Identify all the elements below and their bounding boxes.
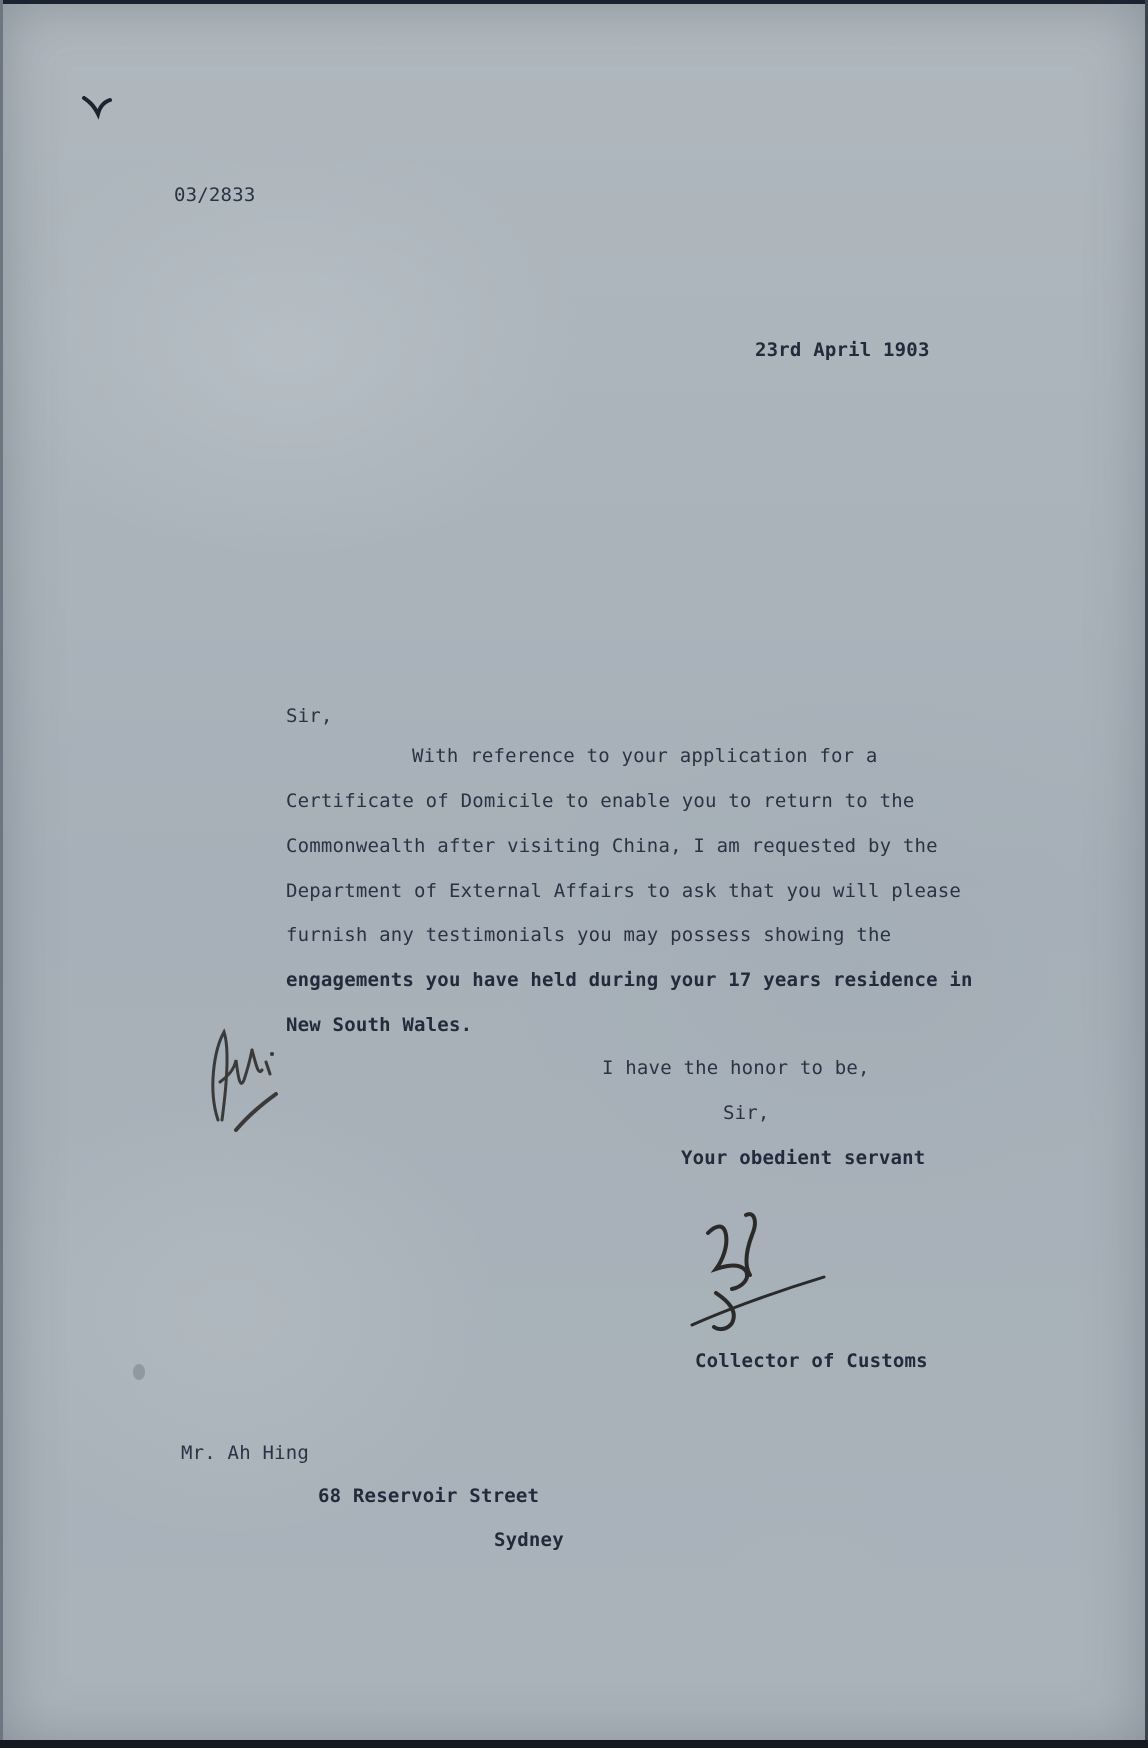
body-line-7: New South Wales.	[286, 1014, 473, 1036]
body-line-4: Department of External Affairs to ask that you will please	[286, 880, 962, 902]
paper-stain	[133, 1364, 145, 1380]
handwritten-signature	[688, 1205, 828, 1335]
address-city: Sydney	[494, 1529, 564, 1551]
page-edge-top	[0, 0, 1148, 4]
reference-number: 03/2833	[174, 184, 256, 206]
closing-line-3: Your obedient servant	[681, 1147, 926, 1169]
closing-line-1: I have the honor to be,	[602, 1057, 870, 1079]
page-edge-bottom	[0, 1740, 1148, 1748]
closing-line-2: Sir,	[723, 1102, 770, 1124]
address-name: Mr. Ah Hing	[181, 1442, 310, 1464]
body-line-5: furnish any testimonials you may possess showing the	[286, 924, 892, 946]
body-line-1: With reference to your application for a	[412, 745, 878, 767]
body-line-2: Certificate of Domicile to enable you to return to the	[286, 790, 915, 812]
signatory-title: Collector of Customs	[695, 1350, 928, 1372]
handwritten-initials-margin	[200, 1020, 290, 1135]
body-line-3: Commonwealth after visiting China, I am requested by the	[286, 835, 938, 857]
salutation: Sir,	[286, 705, 333, 727]
letter-date: 23rd April 1903	[755, 339, 930, 361]
address-street: 68 Reservoir Street	[318, 1485, 540, 1507]
body-line-6: engagements you have held during your 17 years residence in	[286, 969, 973, 991]
page-edge-left	[0, 0, 3, 1748]
ink-tick-mark	[80, 92, 114, 124]
